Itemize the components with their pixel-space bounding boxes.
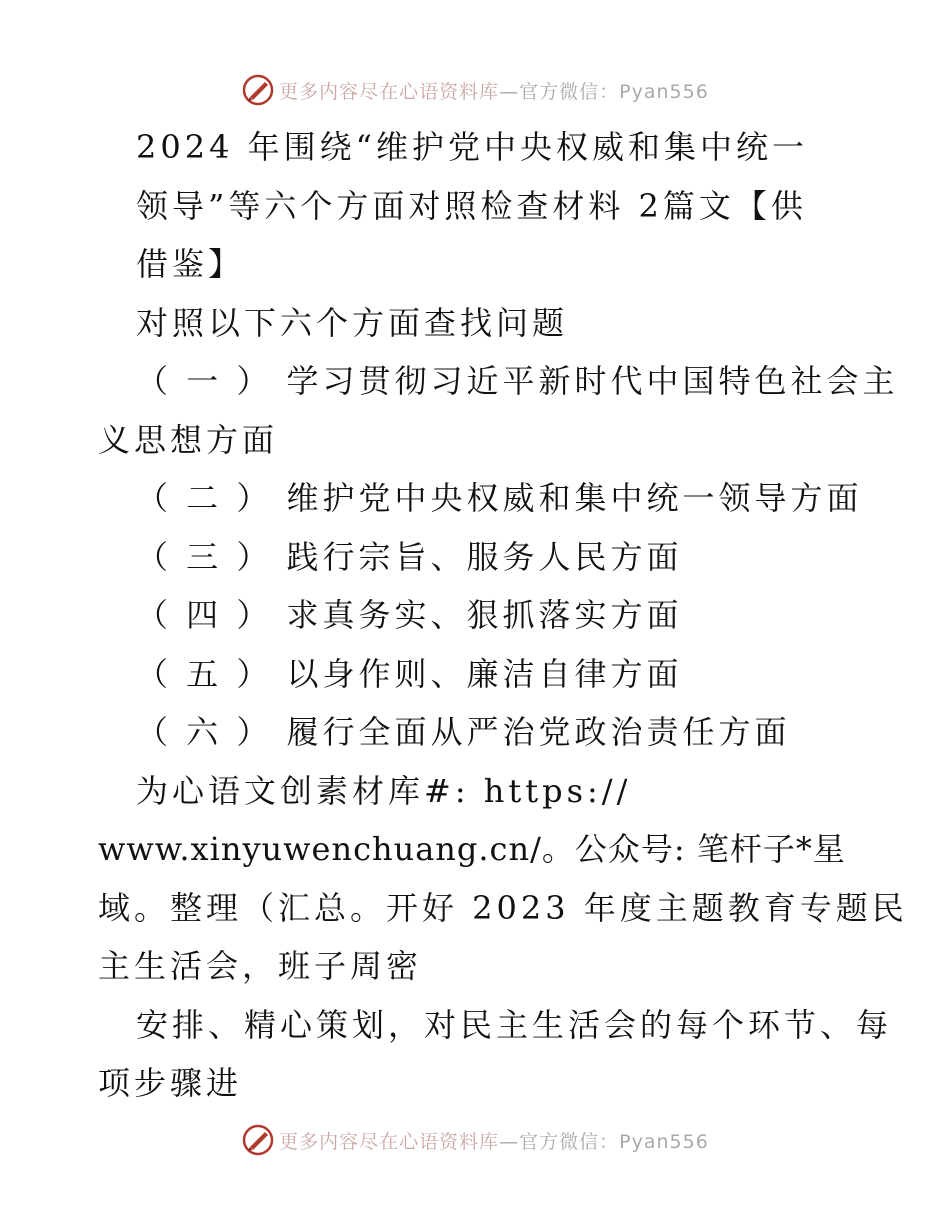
doc-title-line: 领导”等六个方面对照检查材料 2篇文【供	[136, 186, 807, 225]
header-banner	[0, 70, 950, 110]
paragraph-line: 主生活会，班子周密	[98, 947, 423, 985]
paragraph-line: 域。整理（汇总。开好 2023 年度主题教育专题民	[98, 888, 908, 927]
list-item: （ 三 ） 践行宗旨、服务人民方面	[136, 537, 683, 576]
list-item: （ 二 ） 维护党中央权威和集中统一领导方面	[136, 479, 863, 517]
doc-title-line: 借鉴】	[136, 245, 245, 283]
list-item: （ 四 ） 求真务实、狠抓落实方面	[136, 596, 683, 634]
list-item: （ 六 ） 履行全面从严治党政治责任方面	[136, 713, 791, 751]
document-body	[98, 118, 908, 1113]
list-item-continuation: 义思想方面	[98, 420, 279, 459]
banner-text: 更多内容尽在心语资料库—官方微信：Pyan556	[279, 80, 709, 103]
footer-banner	[0, 1120, 950, 1160]
paragraph-line: 项步骤进	[98, 1064, 243, 1102]
paragraph-line: 安排、精心策划，对民主生活会的每个环节、每	[136, 1005, 893, 1044]
list-item: （ 五 ） 以身作则、廉洁自律方面	[136, 654, 683, 693]
paragraph-line: www.xinyuwenchuang.cn/。公众号: 笔杆子*星	[98, 830, 846, 868]
pen-logo-icon	[241, 1123, 275, 1157]
intro-line: 对照以下六个方面查找问题	[136, 303, 569, 342]
pen-logo-icon	[241, 73, 275, 107]
list-item: （ 一 ） 学习贯彻习近平新时代中国特色社会主	[136, 362, 899, 400]
banner-text: 更多内容尽在心语资料库—官方微信：Pyan556	[279, 1130, 709, 1153]
doc-title-line: 2024 年围绕“维护党中央权威和集中统一	[136, 128, 808, 166]
paragraph-line: 为心语文创素材库#: https://	[136, 771, 632, 810]
